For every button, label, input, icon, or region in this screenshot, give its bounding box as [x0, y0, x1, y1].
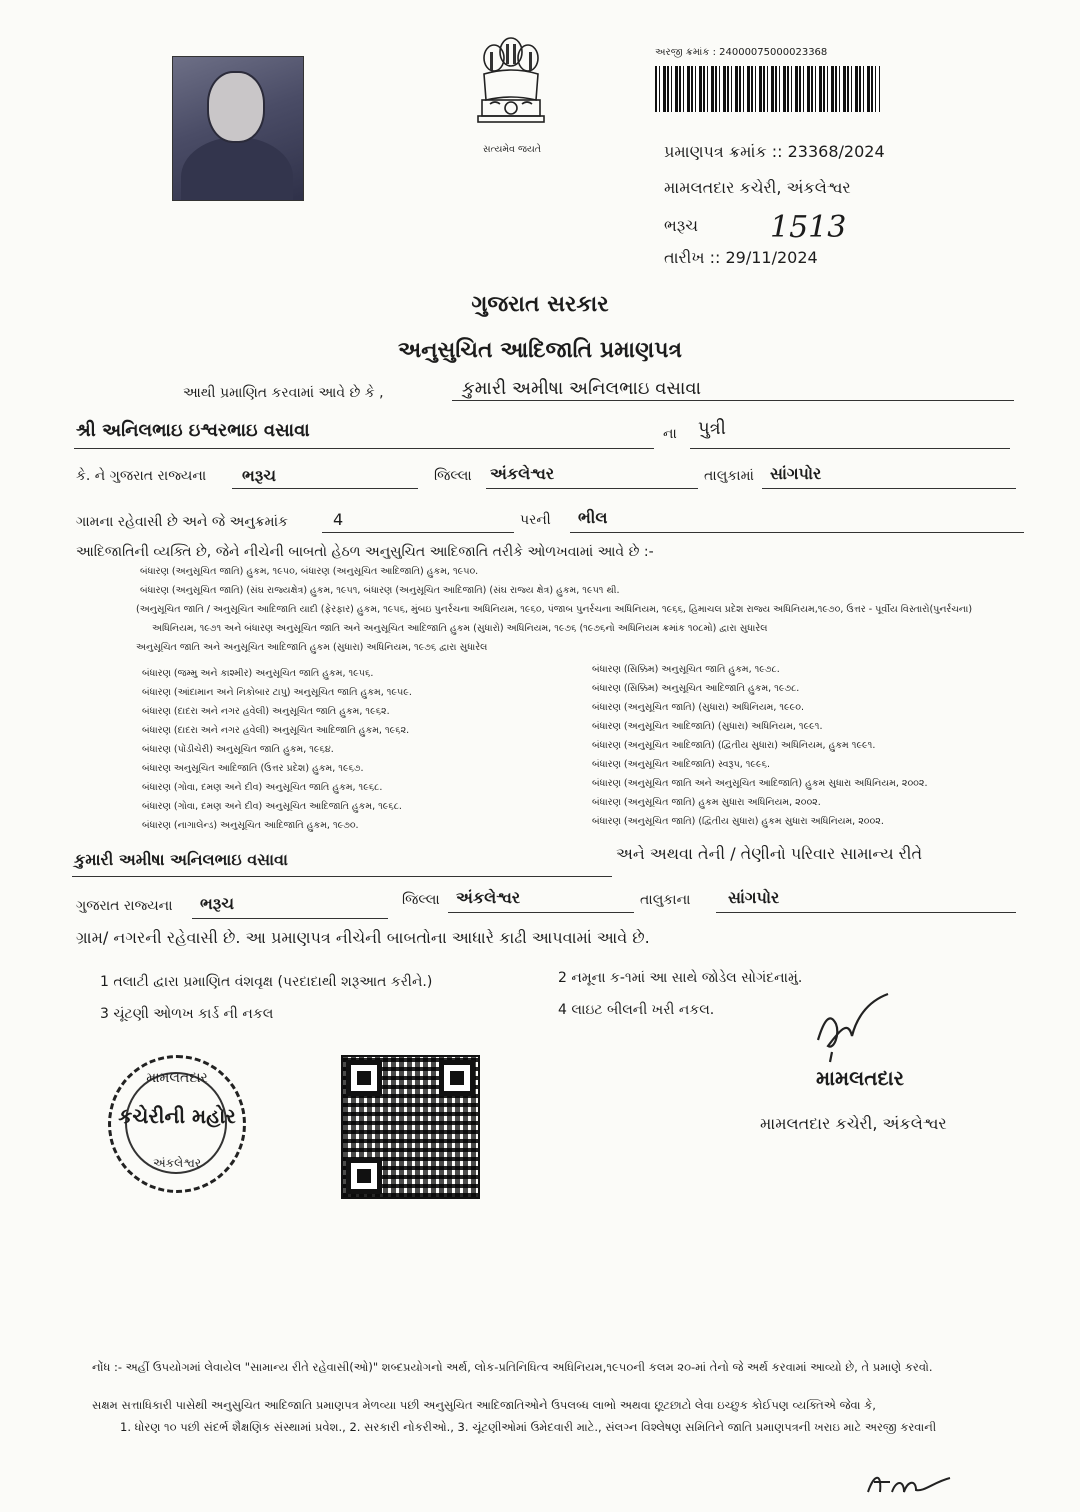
certificate-number: પ્રમાણપત્ર ક્રમાંક :: 23368/2024 — [664, 142, 885, 161]
seal-middle-text: કચેરીની મહોર — [118, 1104, 236, 1128]
village-2: સાંગપોર — [728, 888, 780, 907]
signatory-office: મામલતદાર કચેરી, અંકલેશ્વર — [760, 1114, 947, 1133]
district-1: ભરૂચ — [242, 466, 277, 485]
photo-head-shape — [207, 71, 265, 143]
qr-finder — [439, 1060, 475, 1096]
legal-line: (અનુસૂચિત જાતિ / અનુસૂચિત આદિજાતિ યાદી (ફેરફાર) હુકમ, ૧૯૫૬, મુંબઇ પુનર્રચના અધિનિયમ, ૧૯૬૦, પંજાબ પુનર્રચના અધિનિયમ, ૧૯૬૬, હિમાચલ પ્રદેશ રાજ્ય અધિનિયમ,૧૯૭૦, ઉત્તર - પૂર્વીય વિસ્તારો(પુનર્રચના) — [136, 604, 973, 615]
note-1: નોંધ :- અહીં ઉપયોગમાં લેવાયેલ "સામાન્ય રીતે રહેવાસી(ઓ)" શબ્દપ્રયોગનો અર્થ, લોક-પ્રતિનિધિત્વ અધિનિયમ,૧૯૫૦ની કલમ ૨૦-માં તેનો જે અર્થ કરવામાં આવ્યો છે, તે પ્રમાણે કરવો. — [92, 1360, 933, 1374]
legal-line: અધિનિયમ, ૧૯૭૧ અને બંધારણ અનુસૂચિત જાતિ અને અનુસૂચિત આદિજાતિ હુકમ (સુધારો) અધિનિયમ, ૧૯૭૬ (૧૯૭૬નો અધિનિયમ ક્રમાંક ૧૦૮મો) દ્વારા સુધારેલ — [152, 623, 768, 634]
state-label-2: ગુજરાત રાજ્યના — [76, 898, 173, 914]
relation: પુત્રી — [698, 418, 726, 439]
office-seal — [108, 1055, 246, 1193]
legal-right-item: બંધારણ (અનુસૂચિત જાતિ) (સુધારા) અધિનિયમ, ૧૯૯૦. — [592, 702, 805, 713]
district-2: ભરૂચ — [200, 894, 235, 913]
legal-right-item: બંધારણ (અનુસૂચિત જાતિ અને અનુસૂચિત આદિજાતિ) હુકમ સુધારા અધિનિયમ, ૨૦૦૨. — [592, 778, 928, 789]
legal-left-item: બંધારણ અનુસૂચિત આદિજાતિ (ઉત્તર પ્રદેશ) હુકમ, ૧૯૬૭. — [142, 763, 364, 774]
seal-bottom-text: અંકલેશ્વર — [152, 1156, 202, 1170]
father-name: શ્રી અનિલભાઇ ઇશ્વરભાઇ વસાવા — [76, 420, 310, 441]
family-label: અને અથવા તેની / તેણીનો પરિવાર સામાન્ય રીતે — [616, 844, 923, 863]
applicant-photo — [172, 56, 304, 201]
upon-label: પરની — [520, 512, 551, 528]
issuing-office: મામલતદાર કચેરી, અંકલેશ્વર — [664, 178, 851, 197]
legal-left-column — [142, 664, 582, 835]
legal-right-item: બંધારણ (સિક્કિમ) અનુસૂચિત આદિજાતિ હુકમ, ૧૯૭૮. — [592, 683, 800, 694]
taluka-label-2: તાલુકાના — [640, 892, 691, 908]
legal-left-item: બંધારણ (ગોવા, દમણ અને દીવ) અનુસૂચિત જાતિ હુકમ, ૧૯૬૮. — [142, 782, 383, 793]
legal-left-item: બંધારણ (જમ્મુ અને કાશ્મીર) અનુસૂચિત જાતિ હુકમ, ૧૯૫૬. — [142, 668, 374, 679]
village-1: સાંગપોર — [770, 464, 822, 483]
certify-label: આથી પ્રમાણિત કરવામાં આવે છે કે , — [183, 385, 384, 401]
barcode — [655, 66, 880, 112]
legal-left-item: બંધારણ (નાગાલેન્ડ) અનુસૂચિત આદિજાતિ હુકમ, ૧૯૭૦. — [142, 820, 359, 831]
mamlatdar-signature — [810, 990, 900, 1065]
initials-signature — [864, 1462, 954, 1502]
legal-line: બંધારણ (અનુસૂચિત જાતિ) (સંઘ રાજ્યક્ષેત્ર) હુકમ, ૧૯૫૧, બંધારણ (અનુસૂચિત આદિજાતિ) (સંઘ રાજ્ય ક્ષેત્ર) હુકમ, ૧૯૫૧ થી. — [140, 585, 620, 596]
legal-right-item: બંધારણ (અનુસૂચિત આદિજાતિ) સ્વરૂપ, ૧૯૯૬. — [592, 759, 771, 770]
jilla-label-2: જિલ્લા — [402, 892, 440, 908]
district-short: ભરૂચ — [664, 216, 699, 235]
resident-label: ગામના રહેવાસી છે અને જે અનુક્રમાંક — [76, 514, 288, 530]
basis-item-4: 4 લાઇટ બીલની ખરી નકલ. — [558, 1002, 715, 1018]
tribe-name: ભીલ — [578, 508, 608, 527]
legal-right-item: બંધારણ (અનુસૂચિત જાતિ) હુકમ સુધારા અધિનિયમ, ૨૦૦૨. — [592, 797, 821, 808]
person-name: કુમારી અમીષા અનિલભાઇ વસાવા — [462, 378, 702, 399]
legal-left-item: બંધારણ (આંદામાન અને નિકોબાર ટાપુ) અનુસૂચિત જાતિ હુકમ, ૧૯૫૯. — [142, 687, 412, 698]
legal-line: બંધારણ (અનુસૂચિત જાતિ) હુકમ, ૧૯૫૦, બંધારણ (અનુસૂચિત આદિજાતિ) હુકમ, ૧૯૫૦. — [140, 566, 479, 577]
note-2: સક્ષમ સત્તાધિકારી પાસેથી અનુસુચિત આદિજાતિ પ્રમાણપત્ર મેળવ્યા પછી અનુસુચિત આદિજાતિઓને ઉપલબ્ધ લાભો અથવા છૂટછાટો લેવા ઇચ્છુક કોઈપણ વ્યક્તિએ જેવા કે, — [92, 1398, 876, 1412]
serial-number: 4 — [333, 510, 344, 529]
qr-finder — [346, 1060, 382, 1096]
basis-item-3: 3 ચૂંટણી ઓળખ કાર્ડ ની નકલ — [100, 1006, 274, 1022]
state-label: કે. ને ગુજરાત રાજ્યના — [76, 468, 207, 484]
na-label: ના — [663, 426, 677, 442]
legal-right-item: બંધારણ (અનુસૂચિત આદિજાતિ) (સુધારા) અધિનિયમ, ૧૯૯૧. — [592, 721, 823, 732]
taluka-label: તાલુકામાં — [704, 468, 754, 484]
legal-left-item: બંધારણ (ગોવા, દમણ અને દીવ) અનુસૂચિત આદિજાતિ હુકમ, ૧૯૬૮. — [142, 801, 402, 812]
issue-date: તારીખ :: 29/11/2024 — [664, 248, 818, 267]
signatory-title: મામલતદાર — [816, 1066, 904, 1090]
government-title: ગુજરાત સરકાર — [471, 292, 609, 317]
basis-item-2: 2 નમૂના ક-૧માં આ સાથે જોડેલ સોગંદનામું. — [558, 970, 803, 986]
note-3: 1. ધોરણ ૧૦ પછી સંદર્ભ શૈક્ષણિક સંસ્થામાં પ્રવેશ., 2. સરકારી નોકરીઓ., 3. ચૂંટણીઓમાં ઉમેદવારી માટે., સંલગ્ન વિશ્લેષણ સમિતિને જાતિ પ્રમાણપત્રની ખરાઇ માટે અરજી કરવાની — [120, 1420, 937, 1434]
legal-left-item: બંધારણ (પોંડીચેરી) અનુસૂચિત જાતિ હુકમ, ૧૯૬૪. — [142, 744, 334, 755]
legal-left-item: બંધારણ (દાદરા અને નગર હવેલી) અનુસૂચિત જાતિ હુકમ, ૧૯૬૨. — [142, 706, 390, 717]
basis-item-1: 1 તલાટી દ્વારા પ્રમાણિત વંશવૃક્ષ (પરદાદાથી શરૂઆત કરીને.) — [100, 974, 433, 990]
legal-lines-full — [136, 562, 1020, 657]
document-title: અનુસુચિત આદિજાતિ પ્રમાણપત્ર — [397, 338, 683, 363]
legal-right-item: બંધારણ (અનુસૂચિત જાતિ) (દ્વિતીય સુધારા) હુકમ સુધારા અધિનિયમ, ૨૦૦૨. — [592, 816, 884, 827]
emblem-motto: સત્યમેવ જયતે — [482, 144, 542, 155]
photo-body-shape — [181, 137, 293, 201]
taluka-district-2: અંકલેશ્વર — [456, 888, 521, 907]
legal-left-item: બંધારણ (દાદરા અને નગર હવેલી) અનુસૂચિત આદિજાતિ હુકમ, ૧૯૬૨. — [142, 725, 410, 736]
national-emblem-icon — [470, 30, 552, 142]
legal-right-column — [592, 660, 1032, 831]
qr-finder — [346, 1158, 382, 1194]
legal-right-item: બંધારણ (અનુસૂચિત આદિજાતિ) (દ્વિતીય સુધારા) અધિનિયમ, હુકમ ૧૯૯૧. — [592, 740, 876, 751]
legal-line: અનુસૂચિત જાતિ અને અનુસૂચિત આદિજાતિ હુકમ (સુધારા) અધિનિયમ, ૧૯૭૬ દ્વારા સુધારેલ — [136, 642, 488, 653]
handwritten-number: 1513 — [770, 210, 847, 245]
application-number: અરજી ક્રમાંક : 24000075000023368 — [655, 47, 828, 58]
basis-sentence: ગ્રામ/ નગરની રહેવાસી છે. આ પ્રમાણપત્ર નીચેની બાબતોના આધારે કાઢી આપવામાં આવે છે. — [76, 928, 650, 947]
seal-top-text: મામલતદાર — [146, 1070, 208, 1086]
taluka-district-1: અંકલેશ્વર — [490, 464, 555, 483]
tribe-sentence: આદિજાતિની વ્યક્તિ છે, જેને નીચેની બાબતો હેઠળ અનુસુચિત આદિજાતિ તરીકે ઓળખવામાં આવે છે :- — [76, 544, 654, 560]
person-name-2: કુમારી અમીષા અનિલભાઇ વસાવા — [74, 850, 288, 869]
legal-right-item: બંધારણ (સિક્કિમ) અનુસૂચિત જાતિ હુકમ, ૧૯૭૮. — [592, 664, 780, 675]
jilla-label: જિલ્લા — [434, 468, 472, 484]
qr-code — [341, 1055, 480, 1199]
